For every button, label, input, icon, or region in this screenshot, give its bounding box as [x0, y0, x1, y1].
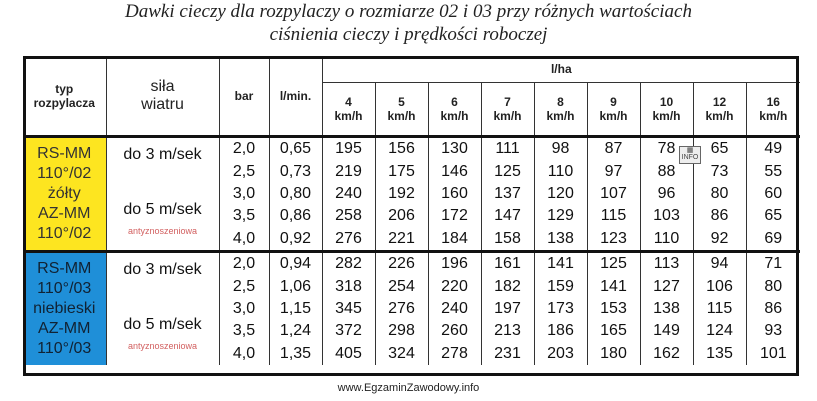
nozzle-type-line: żółty [47, 185, 81, 202]
nozzle-type-line: RS-MM [37, 145, 92, 162]
flow-cell [269, 252, 322, 366]
info-icon: ▦ INFO [679, 146, 701, 164]
cell-value: 195 [335, 140, 362, 158]
header-speed-5 [375, 83, 428, 137]
nozzle-type-line: 110°/02 [37, 225, 92, 242]
dose-cell-9kmh [587, 252, 640, 366]
dose-cell-8kmh [534, 137, 587, 252]
cell-value: 107 [600, 184, 627, 202]
header-wind-force-line-2: wiatru [141, 95, 184, 113]
cell-value: 226 [388, 255, 415, 273]
dose-cell-16kmh [746, 252, 800, 366]
cell-value: 219 [335, 162, 362, 180]
cell-value: 324 [388, 344, 415, 362]
dose-cell-5kmh [375, 137, 428, 252]
speed-value: 12 [712, 95, 727, 109]
cell-value: 1,15 [279, 299, 312, 317]
dose-cell-7kmh [481, 252, 534, 366]
cell-value: 1,35 [279, 344, 312, 362]
cell-value: 86 [764, 299, 783, 317]
cell-value: 124 [706, 322, 733, 340]
flow-cell [269, 137, 322, 252]
cell-value: 0,65 [279, 140, 312, 158]
cell-value: 80 [764, 277, 783, 295]
wind-force-cell [106, 252, 219, 366]
header-nozzle-type-line-2: rozpylacza [33, 95, 95, 110]
cell-value: 3,5 [232, 322, 256, 340]
speed-unit: km/h [493, 109, 522, 123]
header-speed-10 [640, 83, 693, 137]
cell-value: 2,0 [232, 255, 256, 273]
speed-unit: km/h [334, 109, 363, 123]
nozzle-type-line: 110°/03 [37, 280, 92, 297]
speed-unit: km/h [387, 109, 416, 123]
cell-value: 92 [710, 229, 729, 247]
cell-value: 55 [764, 162, 783, 180]
cell-value: 110 [653, 229, 680, 247]
nozzle-type-cell [23, 252, 106, 366]
cell-value: 2,5 [232, 162, 256, 180]
cell-value: 260 [441, 322, 468, 340]
dose-cell-16kmh [746, 137, 800, 252]
cell-value: 137 [494, 184, 521, 202]
dose-cell-6kmh [428, 137, 481, 252]
nozzle-type-cell [23, 137, 106, 252]
cell-value: 153 [600, 299, 627, 317]
cell-value: 156 [388, 140, 415, 158]
cell-value: 221 [388, 229, 415, 247]
footer-watermark: www.EgzaminZawodowy.info [337, 382, 480, 394]
cell-value: 127 [653, 277, 680, 295]
cell-value: 98 [551, 140, 570, 158]
header-speed-7 [481, 83, 534, 137]
dose-cell-4kmh [322, 252, 375, 366]
cell-value: 115 [706, 299, 733, 317]
nozzle-type-line: 110°/02 [37, 165, 92, 182]
speed-value: 16 [766, 95, 780, 109]
cell-value: 73 [710, 162, 729, 180]
header-speed-4 [322, 83, 375, 137]
table-row [23, 252, 800, 366]
cell-value: 0,92 [279, 229, 312, 247]
cell-value: 141 [547, 255, 574, 273]
cell-value: 146 [441, 162, 468, 180]
speed-unit: km/h [759, 109, 788, 123]
wind-low: do 3 m/sek [123, 146, 202, 163]
cell-value: 147 [494, 207, 521, 225]
cell-value: 254 [388, 277, 415, 295]
speed-value: 9 [610, 95, 617, 109]
cell-value: 203 [547, 344, 574, 362]
drift-note: antyznoszeniowa [127, 341, 198, 351]
cell-value: 184 [441, 229, 468, 247]
cell-value: 158 [494, 229, 521, 247]
cell-value: 78 [657, 140, 676, 158]
cell-value: 138 [547, 229, 574, 247]
speed-unit: km/h [705, 109, 734, 123]
cell-value: 345 [335, 299, 362, 317]
speed-value: 4 [345, 95, 352, 109]
header-speed-12 [693, 83, 746, 137]
header-speed-6 [428, 83, 481, 137]
cell-value: 135 [706, 344, 733, 362]
header-wind-force [106, 56, 219, 137]
cell-value: 125 [494, 162, 521, 180]
cell-value: 141 [600, 277, 627, 295]
header-nozzle-type [23, 56, 106, 137]
dose-cell-8kmh [534, 252, 587, 366]
cell-value: 372 [335, 322, 362, 340]
header-nozzle-type-line-1: typ [55, 81, 74, 96]
cell-value: 94 [710, 255, 729, 273]
header-wind-force-line-1: siła [150, 77, 175, 95]
speed-unit: km/h [546, 109, 575, 123]
table-title-line-1: Dawki cieczy dla rozpylaczy o rozmiarze 02 i 03 przy różnych wartościach [125, 1, 692, 22]
wind-force-cell [106, 137, 219, 252]
cell-value: 318 [335, 277, 362, 295]
cell-value: 186 [547, 322, 574, 340]
header-lha: l/ha [322, 56, 800, 83]
cell-value: 161 [494, 255, 521, 273]
cell-value: 60 [764, 184, 783, 202]
cell-value: 149 [653, 322, 680, 340]
cell-value: 165 [600, 322, 627, 340]
cell-value: 231 [494, 344, 521, 362]
cell-value: 240 [441, 299, 468, 317]
cell-value: 0,94 [279, 255, 312, 273]
cell-value: 106 [706, 277, 733, 295]
nozzle-type-line: AZ-MM [38, 205, 91, 222]
cell-value: 120 [547, 184, 574, 202]
cell-value: 206 [388, 207, 415, 225]
dose-cell-12kmh [693, 252, 746, 366]
cell-value: 196 [441, 255, 468, 273]
cell-value: 49 [764, 140, 783, 158]
cell-value: 1,06 [279, 277, 312, 295]
speed-value: 6 [451, 95, 458, 109]
dose-table [23, 56, 800, 365]
header-lmin: l/min. [269, 56, 322, 137]
speed-value: 8 [557, 95, 564, 109]
cell-value: 71 [764, 255, 783, 273]
cell-value: 87 [604, 140, 623, 158]
cell-value: 278 [441, 344, 468, 362]
cell-value: 182 [494, 277, 521, 295]
cell-value: 69 [764, 229, 783, 247]
cell-value: 0,73 [279, 162, 312, 180]
cell-value: 4,0 [232, 344, 256, 362]
header-speed-8 [534, 83, 587, 137]
cell-value: 213 [494, 322, 521, 340]
cell-value: 1,24 [279, 322, 312, 340]
cell-value: 96 [657, 184, 676, 202]
cell-value: 220 [441, 277, 468, 295]
cell-value: 125 [600, 255, 627, 273]
cell-value: 0,86 [279, 207, 312, 225]
cell-value: 405 [335, 344, 362, 362]
header-speed-9 [587, 83, 640, 137]
cell-value: 138 [653, 299, 680, 317]
cell-value: 113 [653, 255, 680, 273]
cell-value: 162 [653, 344, 680, 362]
nozzle-type-line: AZ-MM [38, 320, 91, 337]
dose-cell-7kmh [481, 137, 534, 252]
cell-value: 282 [335, 255, 362, 273]
cell-value: 0,80 [279, 184, 312, 202]
cell-value: 88 [657, 162, 676, 180]
dose-cell-5kmh [375, 252, 428, 366]
nozzle-type-line: niebieski [33, 300, 96, 317]
speed-unit: km/h [599, 109, 628, 123]
cell-value: 86 [710, 207, 729, 225]
table-title-line-2: ciśnienia cieczy i prędkości roboczej [269, 24, 548, 45]
speed-value: 5 [398, 95, 405, 109]
cell-value: 111 [495, 140, 520, 158]
wind-high: do 5 m/sek [123, 201, 202, 218]
cell-value: 172 [441, 207, 468, 225]
cell-value: 4,0 [232, 229, 256, 247]
dose-cell-4kmh [322, 137, 375, 252]
speed-value: 7 [504, 95, 511, 109]
wind-low: do 3 m/sek [123, 261, 202, 278]
cell-value: 276 [335, 229, 362, 247]
cell-value: 180 [600, 344, 627, 362]
cell-value: 65 [764, 207, 783, 225]
cell-value: 130 [441, 140, 468, 158]
cell-value: 65 [710, 140, 729, 158]
cell-value: 97 [604, 162, 623, 180]
cell-value: 129 [547, 207, 574, 225]
cell-value: 80 [710, 184, 729, 202]
cell-value: 175 [388, 162, 415, 180]
cell-value: 276 [388, 299, 415, 317]
header-bar: bar [219, 56, 269, 137]
nozzle-type-line: RS-MM [37, 260, 92, 277]
cell-value: 3,0 [232, 299, 256, 317]
cell-value: 2,5 [232, 277, 256, 295]
cell-value: 93 [764, 322, 783, 340]
nozzle-type-line: 110°/03 [37, 340, 92, 357]
cell-value: 160 [441, 184, 468, 202]
cell-value: 2,0 [232, 140, 256, 158]
cell-value: 110 [547, 162, 574, 180]
cell-value: 123 [600, 229, 627, 247]
speed-value: 10 [659, 95, 674, 109]
cell-value: 258 [335, 207, 362, 225]
dose-cell-10kmh [640, 252, 693, 366]
cell-value: 192 [388, 184, 415, 202]
cell-value: 240 [335, 184, 362, 202]
cell-value: 3,5 [232, 207, 256, 225]
wind-high: do 5 m/sek [123, 316, 202, 333]
dose-cell-9kmh [587, 137, 640, 252]
cell-value: 103 [653, 207, 680, 225]
header-speed-16 [746, 83, 800, 137]
cell-value: 159 [547, 277, 574, 295]
drift-note: antyznoszeniowa [127, 226, 198, 236]
cell-value: 197 [494, 299, 521, 317]
pressure-cell [219, 137, 269, 252]
cell-value: 115 [600, 207, 627, 225]
speed-unit: km/h [652, 109, 681, 123]
speed-unit: km/h [440, 109, 469, 123]
cell-value: 173 [547, 299, 574, 317]
cell-value: 298 [388, 322, 415, 340]
cell-value: 101 [759, 344, 787, 362]
pressure-cell [219, 252, 269, 366]
cell-value: 3,0 [232, 184, 256, 202]
dose-cell-6kmh [428, 252, 481, 366]
